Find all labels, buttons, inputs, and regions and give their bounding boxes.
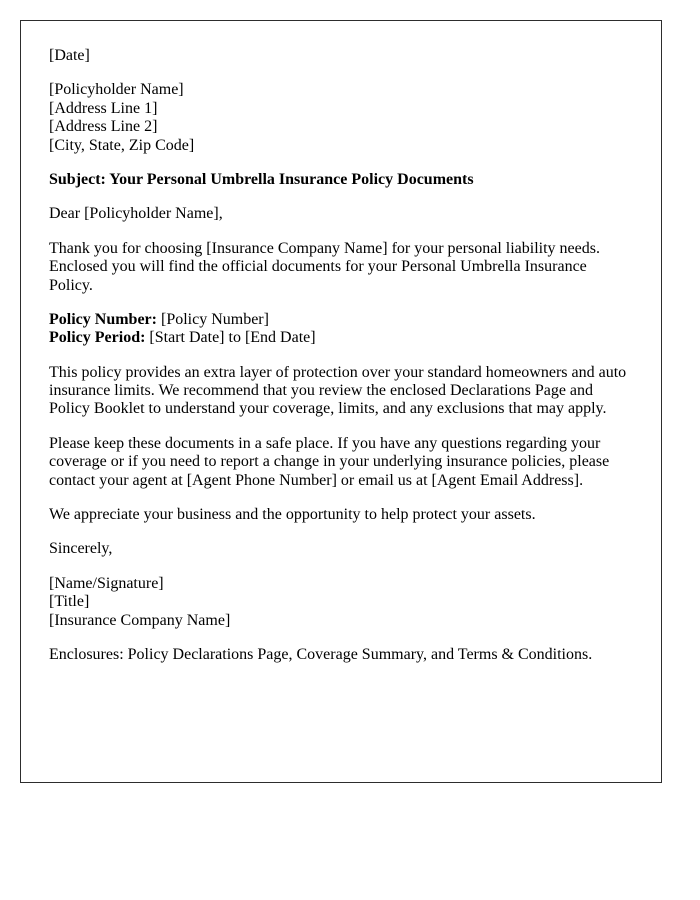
policy-period-value: [Start Date] to [End Date] — [149, 329, 316, 347]
recipient-city-state-zip: [City, State, Zip Code] — [49, 136, 195, 154]
signature-company: [Insurance Company Name] — [49, 611, 231, 629]
recipient-name: [Policyholder Name] — [49, 81, 184, 99]
signature-block — [49, 575, 633, 630]
recipient-address-line-1: [Address Line 1] — [49, 99, 158, 117]
policy-number-label: Policy Number: — [49, 310, 157, 328]
subject-line: Subject: Your Personal Umbrella Insurance Policy Documents — [49, 170, 474, 188]
appreciation-paragraph: We appreciate your business and the opportunity to help protect your assets. — [49, 506, 536, 524]
salutation: Dear [Policyholder Name], — [49, 205, 223, 223]
letter-document — [20, 20, 662, 783]
enclosures-line: Enclosures: Policy Declarations Page, Coverage Summary, and Terms & Conditions. — [49, 645, 593, 663]
policy-number-line — [49, 311, 633, 329]
policy-details-block — [49, 311, 633, 348]
policy-period-label: Policy Period: — [49, 329, 146, 347]
policy-period-line — [49, 329, 633, 347]
recipient-address-block — [49, 81, 633, 155]
intro-paragraph: Thank you for choosing [Insurance Company Name] for your personal liability needs. Enclosed you will find the official documents for your Personal Umbrella Insurance Policy. — [49, 239, 600, 294]
coverage-paragraph: This policy provides an extra layer of protection over your standard homeowners and auto insurance limits. We recommend that you review the enclosed Declarations Page and Policy Booklet to understand your coverage, limits, and any exclusions that may apply. — [49, 363, 627, 418]
policy-number-value: [Policy Number] — [160, 310, 269, 328]
signature-title: [Title] — [49, 593, 90, 611]
closing-line: Sincerely, — [49, 540, 113, 558]
date-line: [Date] — [49, 47, 90, 64]
safekeeping-paragraph: Please keep these documents in a safe place. If you have any questions regarding your coverage or if you need to report a change in your underlying insurance policies, please contact your agent at [Agent Phone Number] or email us at [Agent Email Address]. — [49, 434, 610, 489]
recipient-address-line-2: [Address Line 2] — [49, 118, 158, 136]
signature-name: [Name/Signature] — [49, 574, 164, 592]
